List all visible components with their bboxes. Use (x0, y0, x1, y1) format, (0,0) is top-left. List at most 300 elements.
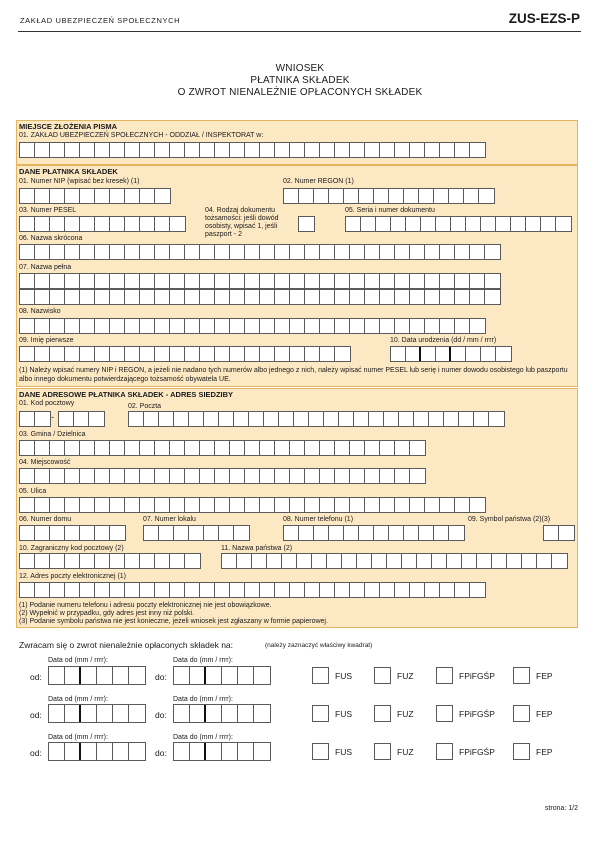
char-cell[interactable] (110, 347, 125, 361)
char-cell[interactable] (170, 143, 185, 157)
char-cell[interactable] (65, 347, 80, 361)
char-cell[interactable] (387, 554, 402, 568)
char-cell[interactable] (170, 245, 185, 259)
char-cell[interactable] (129, 667, 145, 684)
char-cell[interactable] (290, 441, 305, 455)
char-cell[interactable] (35, 583, 50, 597)
char-cell[interactable] (35, 469, 50, 483)
char-cell[interactable] (200, 469, 215, 483)
char-cell[interactable] (436, 217, 451, 231)
char-cell[interactable] (492, 554, 507, 568)
char-cell[interactable] (230, 441, 245, 455)
char-cell[interactable] (275, 347, 290, 361)
char-cell[interactable] (459, 412, 474, 426)
char-cell[interactable] (305, 143, 320, 157)
char-cell[interactable] (470, 498, 485, 512)
refund-row2-date-to[interactable] (173, 704, 271, 723)
char-cell[interactable] (170, 583, 185, 597)
char-cell[interactable] (335, 274, 350, 288)
char-cell[interactable] (50, 217, 65, 231)
char-cell[interactable] (174, 526, 189, 540)
char-cell[interactable] (65, 245, 80, 259)
char-cell[interactable] (481, 347, 496, 361)
char-cell[interactable] (372, 554, 387, 568)
char-cell[interactable] (35, 217, 50, 231)
char-cell[interactable] (20, 217, 35, 231)
char-cell[interactable] (155, 143, 170, 157)
full-name-field-row1[interactable] (19, 273, 501, 289)
char-cell[interactable] (20, 189, 35, 203)
char-cell[interactable] (170, 319, 185, 333)
char-cell[interactable] (110, 526, 125, 540)
char-cell[interactable] (309, 412, 324, 426)
char-cell[interactable] (541, 217, 556, 231)
char-cell[interactable] (284, 189, 299, 203)
char-cell[interactable] (305, 290, 320, 304)
char-cell[interactable] (155, 347, 170, 361)
char-cell[interactable] (451, 347, 466, 361)
char-cell[interactable] (35, 143, 50, 157)
char-cell[interactable] (20, 412, 35, 426)
char-cell[interactable] (455, 498, 470, 512)
char-cell[interactable] (20, 319, 35, 333)
char-cell[interactable] (140, 441, 155, 455)
char-cell[interactable] (80, 469, 95, 483)
char-cell[interactable] (421, 217, 436, 231)
char-cell[interactable] (110, 554, 125, 568)
char-cell[interactable] (305, 347, 320, 361)
char-cell[interactable] (260, 143, 275, 157)
char-cell[interactable] (159, 412, 174, 426)
char-cell[interactable] (206, 705, 222, 722)
char-cell[interactable] (140, 290, 155, 304)
first-name-field[interactable] (19, 346, 351, 362)
char-cell[interactable] (474, 412, 489, 426)
refund-row3-date-to[interactable] (173, 742, 271, 761)
char-cell[interactable] (275, 143, 290, 157)
char-cell[interactable] (110, 290, 125, 304)
char-cell[interactable] (305, 319, 320, 333)
refund-row3-date-from[interactable] (48, 742, 146, 761)
char-cell[interactable] (485, 290, 500, 304)
char-cell[interactable] (215, 469, 230, 483)
char-cell[interactable] (80, 441, 95, 455)
char-cell[interactable] (335, 498, 350, 512)
char-cell[interactable] (365, 245, 380, 259)
char-cell[interactable] (200, 583, 215, 597)
char-cell[interactable] (125, 319, 140, 333)
char-cell[interactable] (429, 412, 444, 426)
char-cell[interactable] (389, 526, 404, 540)
char-cell[interactable] (80, 583, 95, 597)
char-cell[interactable] (215, 274, 230, 288)
char-cell[interactable] (260, 274, 275, 288)
char-cell[interactable] (380, 469, 395, 483)
char-cell[interactable] (245, 319, 260, 333)
char-cell[interactable] (125, 143, 140, 157)
char-cell[interactable] (113, 667, 129, 684)
char-cell[interactable] (65, 143, 80, 157)
char-cell[interactable] (329, 526, 344, 540)
char-cell[interactable] (374, 189, 389, 203)
char-cell[interactable] (230, 498, 245, 512)
char-cell[interactable] (305, 498, 320, 512)
char-cell[interactable] (369, 412, 384, 426)
char-cell[interactable] (125, 347, 140, 361)
char-cell[interactable] (50, 498, 65, 512)
char-cell[interactable] (359, 189, 374, 203)
street-field[interactable] (19, 497, 486, 513)
char-cell[interactable] (80, 217, 95, 231)
char-cell[interactable] (402, 554, 417, 568)
char-cell[interactable] (245, 469, 260, 483)
char-cell[interactable] (189, 526, 204, 540)
document-type-field[interactable] (298, 216, 315, 232)
char-cell[interactable] (290, 469, 305, 483)
char-cell[interactable] (59, 412, 74, 426)
char-cell[interactable] (425, 245, 440, 259)
char-cell[interactable] (320, 498, 335, 512)
char-cell[interactable] (294, 412, 309, 426)
char-cell[interactable] (410, 441, 425, 455)
char-cell[interactable] (440, 274, 455, 288)
char-cell[interactable] (365, 498, 380, 512)
char-cell[interactable] (190, 667, 206, 684)
char-cell[interactable] (290, 245, 305, 259)
char-cell[interactable] (219, 526, 234, 540)
char-cell[interactable] (185, 245, 200, 259)
postal-code-prefix-field[interactable] (19, 411, 51, 427)
char-cell[interactable] (155, 441, 170, 455)
char-cell[interactable] (155, 498, 170, 512)
char-cell[interactable] (155, 583, 170, 597)
char-cell[interactable] (50, 274, 65, 288)
char-cell[interactable] (140, 217, 155, 231)
char-cell[interactable] (365, 319, 380, 333)
char-cell[interactable] (174, 412, 189, 426)
char-cell[interactable] (50, 143, 65, 157)
char-cell[interactable] (365, 290, 380, 304)
char-cell[interactable] (140, 274, 155, 288)
char-cell[interactable] (335, 143, 350, 157)
short-name-field[interactable] (19, 244, 501, 260)
char-cell[interactable] (335, 469, 350, 483)
char-cell[interactable] (440, 583, 455, 597)
char-cell[interactable] (237, 554, 252, 568)
char-cell[interactable] (95, 498, 110, 512)
char-cell[interactable] (200, 143, 215, 157)
char-cell[interactable] (185, 347, 200, 361)
char-cell[interactable] (254, 667, 270, 684)
char-cell[interactable] (305, 274, 320, 288)
char-cell[interactable] (35, 347, 50, 361)
char-cell[interactable] (185, 469, 200, 483)
char-cell[interactable] (65, 441, 80, 455)
char-cell[interactable] (455, 583, 470, 597)
char-cell[interactable] (485, 274, 500, 288)
char-cell[interactable] (434, 189, 449, 203)
char-cell[interactable] (350, 469, 365, 483)
refund-row1-date-from[interactable] (48, 666, 146, 685)
char-cell[interactable] (359, 526, 374, 540)
char-cell[interactable] (436, 347, 451, 361)
char-cell[interactable] (125, 245, 140, 259)
char-cell[interactable] (477, 554, 492, 568)
country-code-field[interactable] (543, 525, 575, 541)
char-cell[interactable] (80, 274, 95, 288)
char-cell[interactable] (144, 412, 159, 426)
char-cell[interactable] (380, 290, 395, 304)
char-cell[interactable] (406, 217, 421, 231)
char-cell[interactable] (174, 705, 190, 722)
char-cell[interactable] (50, 290, 65, 304)
char-cell[interactable] (222, 667, 238, 684)
char-cell[interactable] (395, 319, 410, 333)
char-cell[interactable] (434, 526, 449, 540)
char-cell[interactable] (395, 441, 410, 455)
char-cell[interactable] (200, 274, 215, 288)
char-cell[interactable] (320, 143, 335, 157)
char-cell[interactable] (559, 526, 574, 540)
char-cell[interactable] (419, 526, 434, 540)
char-cell[interactable] (376, 217, 391, 231)
char-cell[interactable] (35, 498, 50, 512)
char-cell[interactable] (95, 319, 110, 333)
char-cell[interactable] (410, 290, 425, 304)
char-cell[interactable] (324, 412, 339, 426)
char-cell[interactable] (245, 274, 260, 288)
char-cell[interactable] (462, 554, 477, 568)
char-cell[interactable] (297, 554, 312, 568)
char-cell[interactable] (384, 412, 399, 426)
char-cell[interactable] (110, 189, 125, 203)
char-cell[interactable] (35, 245, 50, 259)
char-cell[interactable] (170, 469, 185, 483)
char-cell[interactable] (335, 319, 350, 333)
char-cell[interactable] (496, 217, 511, 231)
char-cell[interactable] (234, 526, 249, 540)
char-cell[interactable] (140, 347, 155, 361)
char-cell[interactable] (140, 189, 155, 203)
char-cell[interactable] (365, 469, 380, 483)
char-cell[interactable] (200, 290, 215, 304)
char-cell[interactable] (80, 245, 95, 259)
char-cell[interactable] (507, 554, 522, 568)
char-cell[interactable] (485, 245, 500, 259)
char-cell[interactable] (206, 667, 222, 684)
char-cell[interactable] (113, 705, 129, 722)
char-cell[interactable] (449, 189, 464, 203)
char-cell[interactable] (425, 319, 440, 333)
char-cell[interactable] (410, 319, 425, 333)
char-cell[interactable] (399, 412, 414, 426)
char-cell[interactable] (81, 705, 97, 722)
char-cell[interactable] (410, 143, 425, 157)
char-cell[interactable] (526, 217, 541, 231)
char-cell[interactable] (110, 469, 125, 483)
refund-row1-fep-checkbox[interactable] (513, 667, 530, 684)
char-cell[interactable] (170, 498, 185, 512)
char-cell[interactable] (35, 290, 50, 304)
char-cell[interactable] (20, 441, 35, 455)
char-cell[interactable] (155, 217, 170, 231)
char-cell[interactable] (65, 290, 80, 304)
char-cell[interactable] (65, 469, 80, 483)
char-cell[interactable] (380, 441, 395, 455)
pesel-field[interactable] (19, 216, 186, 232)
char-cell[interactable] (290, 290, 305, 304)
char-cell[interactable] (95, 217, 110, 231)
char-cell[interactable] (110, 583, 125, 597)
char-cell[interactable] (245, 347, 260, 361)
char-cell[interactable] (249, 412, 264, 426)
char-cell[interactable] (185, 319, 200, 333)
char-cell[interactable] (245, 245, 260, 259)
char-cell[interactable] (391, 217, 406, 231)
char-cell[interactable] (50, 319, 65, 333)
char-cell[interactable] (496, 347, 511, 361)
char-cell[interactable] (170, 290, 185, 304)
char-cell[interactable] (80, 319, 95, 333)
char-cell[interactable] (335, 347, 350, 361)
char-cell[interactable] (440, 143, 455, 157)
refund-row1-date-to[interactable] (173, 666, 271, 685)
char-cell[interactable] (50, 347, 65, 361)
char-cell[interactable] (190, 705, 206, 722)
char-cell[interactable] (35, 189, 50, 203)
char-cell[interactable] (425, 290, 440, 304)
char-cell[interactable] (50, 554, 65, 568)
char-cell[interactable] (238, 743, 254, 760)
char-cell[interactable] (245, 143, 260, 157)
char-cell[interactable] (185, 498, 200, 512)
char-cell[interactable] (95, 143, 110, 157)
char-cell[interactable] (380, 319, 395, 333)
char-cell[interactable] (314, 189, 329, 203)
char-cell[interactable] (290, 274, 305, 288)
char-cell[interactable] (346, 217, 361, 231)
char-cell[interactable] (410, 498, 425, 512)
char-cell[interactable] (238, 667, 254, 684)
char-cell[interactable] (489, 412, 504, 426)
char-cell[interactable] (440, 290, 455, 304)
char-cell[interactable] (449, 526, 464, 540)
char-cell[interactable] (395, 498, 410, 512)
char-cell[interactable] (342, 554, 357, 568)
char-cell[interactable] (215, 290, 230, 304)
char-cell[interactable] (65, 554, 80, 568)
char-cell[interactable] (329, 189, 344, 203)
char-cell[interactable] (204, 412, 219, 426)
char-cell[interactable] (479, 189, 494, 203)
char-cell[interactable] (65, 526, 80, 540)
char-cell[interactable] (200, 319, 215, 333)
char-cell[interactable] (305, 245, 320, 259)
char-cell[interactable] (125, 554, 140, 568)
char-cell[interactable] (35, 526, 50, 540)
char-cell[interactable] (357, 554, 372, 568)
char-cell[interactable] (267, 554, 282, 568)
char-cell[interactable] (97, 667, 113, 684)
char-cell[interactable] (290, 143, 305, 157)
char-cell[interactable] (395, 290, 410, 304)
char-cell[interactable] (219, 412, 234, 426)
char-cell[interactable] (125, 290, 140, 304)
char-cell[interactable] (155, 245, 170, 259)
char-cell[interactable] (290, 347, 305, 361)
char-cell[interactable] (404, 189, 419, 203)
char-cell[interactable] (95, 583, 110, 597)
char-cell[interactable] (410, 469, 425, 483)
char-cell[interactable] (395, 469, 410, 483)
char-cell[interactable] (129, 743, 145, 760)
char-cell[interactable] (125, 189, 140, 203)
char-cell[interactable] (50, 245, 65, 259)
char-cell[interactable] (406, 347, 421, 361)
char-cell[interactable] (432, 554, 447, 568)
country-name-field[interactable] (221, 553, 568, 569)
char-cell[interactable] (455, 274, 470, 288)
char-cell[interactable] (159, 526, 174, 540)
char-cell[interactable] (170, 217, 185, 231)
char-cell[interactable] (365, 583, 380, 597)
char-cell[interactable] (35, 319, 50, 333)
char-cell[interactable] (215, 441, 230, 455)
char-cell[interactable] (260, 319, 275, 333)
char-cell[interactable] (50, 441, 65, 455)
char-cell[interactable] (185, 143, 200, 157)
char-cell[interactable] (275, 290, 290, 304)
birth-date-field[interactable] (390, 346, 512, 362)
char-cell[interactable] (354, 412, 369, 426)
char-cell[interactable] (80, 189, 95, 203)
char-cell[interactable] (20, 347, 35, 361)
char-cell[interactable] (95, 290, 110, 304)
char-cell[interactable] (234, 412, 249, 426)
char-cell[interactable] (20, 469, 35, 483)
char-cell[interactable] (290, 498, 305, 512)
char-cell[interactable] (275, 245, 290, 259)
char-cell[interactable] (80, 290, 95, 304)
char-cell[interactable] (140, 583, 155, 597)
char-cell[interactable] (230, 245, 245, 259)
char-cell[interactable] (537, 554, 552, 568)
refund-row2-date-from[interactable] (48, 704, 146, 723)
char-cell[interactable] (344, 189, 359, 203)
char-cell[interactable] (170, 441, 185, 455)
char-cell[interactable] (65, 498, 80, 512)
refund-row3-fep-checkbox[interactable] (513, 743, 530, 760)
char-cell[interactable] (140, 554, 155, 568)
char-cell[interactable] (230, 290, 245, 304)
char-cell[interactable] (455, 143, 470, 157)
char-cell[interactable] (80, 526, 95, 540)
char-cell[interactable] (365, 441, 380, 455)
postal-code-suffix-field[interactable] (58, 411, 105, 427)
char-cell[interactable] (391, 347, 406, 361)
char-cell[interactable] (125, 274, 140, 288)
char-cell[interactable] (200, 498, 215, 512)
char-cell[interactable] (110, 143, 125, 157)
char-cell[interactable] (440, 319, 455, 333)
char-cell[interactable] (110, 217, 125, 231)
email-field[interactable] (19, 582, 486, 598)
refund-row1-fus-checkbox[interactable] (312, 667, 329, 684)
char-cell[interactable] (320, 583, 335, 597)
nip-field[interactable] (19, 188, 171, 204)
char-cell[interactable] (260, 441, 275, 455)
char-cell[interactable] (65, 743, 81, 760)
